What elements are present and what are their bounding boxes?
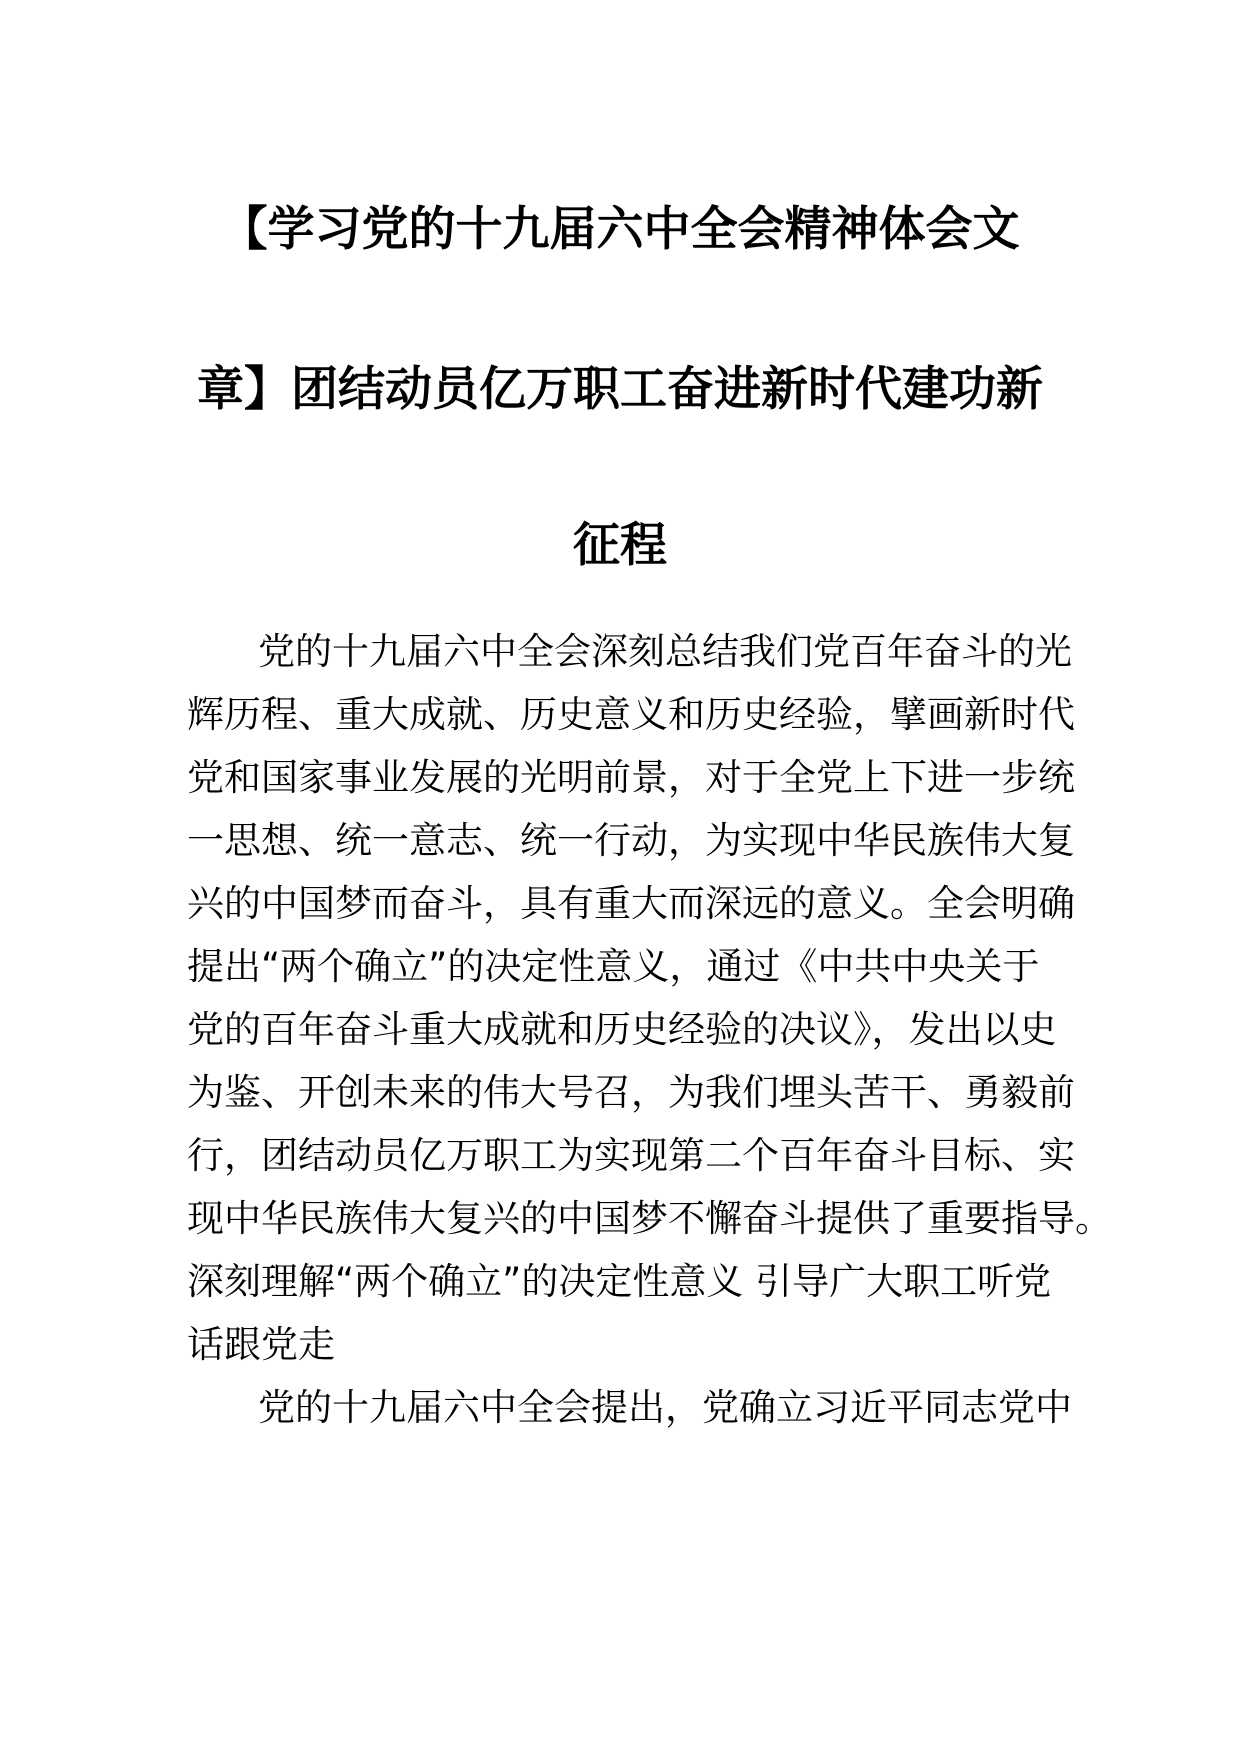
paragraph-1-line-5: 兴的中国梦而奋斗，具有重大而深远的意义。全会明确: [187, 882, 1075, 925]
document-title-line-3: 征程: [573, 518, 667, 573]
document-title-line-2: 章】团结动员亿万职工奋进新时代建功新: [197, 362, 1043, 417]
paragraph-1-line-8: 为鉴、开创未来的伟大号召，为我们埋头苦干、勇毅前: [187, 1071, 1075, 1114]
paragraph-1-line-3: 党和国家事业发展的光明前景，对于全党上下进一步统: [187, 756, 1075, 799]
paragraph-1-line-4: 一思想、统一意志、统一行动，为实现中华民族伟大复: [187, 819, 1075, 862]
paragraph-1-line-7: 党的百年奋斗重大成就和历史经验的决议》，发出以史: [187, 1008, 1057, 1051]
paragraph-1-line-6: 提出“两个确立”的决定性意义，通过《中共中央关于: [187, 945, 1040, 988]
document-title-line-1: 【学习党的十九届六中全会精神体会文: [220, 202, 1020, 257]
paragraph-1-line-1: 党的十九届六中全会深刻总结我们党百年奋斗的光: [258, 630, 1072, 673]
paragraph-1-line-9: 行，团结动员亿万职工为实现第二个百年奋斗目标、实: [187, 1134, 1075, 1177]
paragraph-1-line-10: 现中华民族伟大复兴的中国梦不懈奋斗提供了重要指导。: [187, 1197, 1112, 1240]
section-heading-line-2: 话跟党走: [187, 1323, 335, 1366]
paragraph-2-line-1: 党的十九届六中全会提出，党确立习近平同志党中: [258, 1386, 1072, 1429]
paragraph-1-line-2: 辉历程、重大成就、历史意义和历史经验，擘画新时代: [187, 693, 1075, 736]
section-heading-line-1: 深刻理解“两个确立”的决定性意义 引导广大职工听党: [187, 1260, 1052, 1303]
